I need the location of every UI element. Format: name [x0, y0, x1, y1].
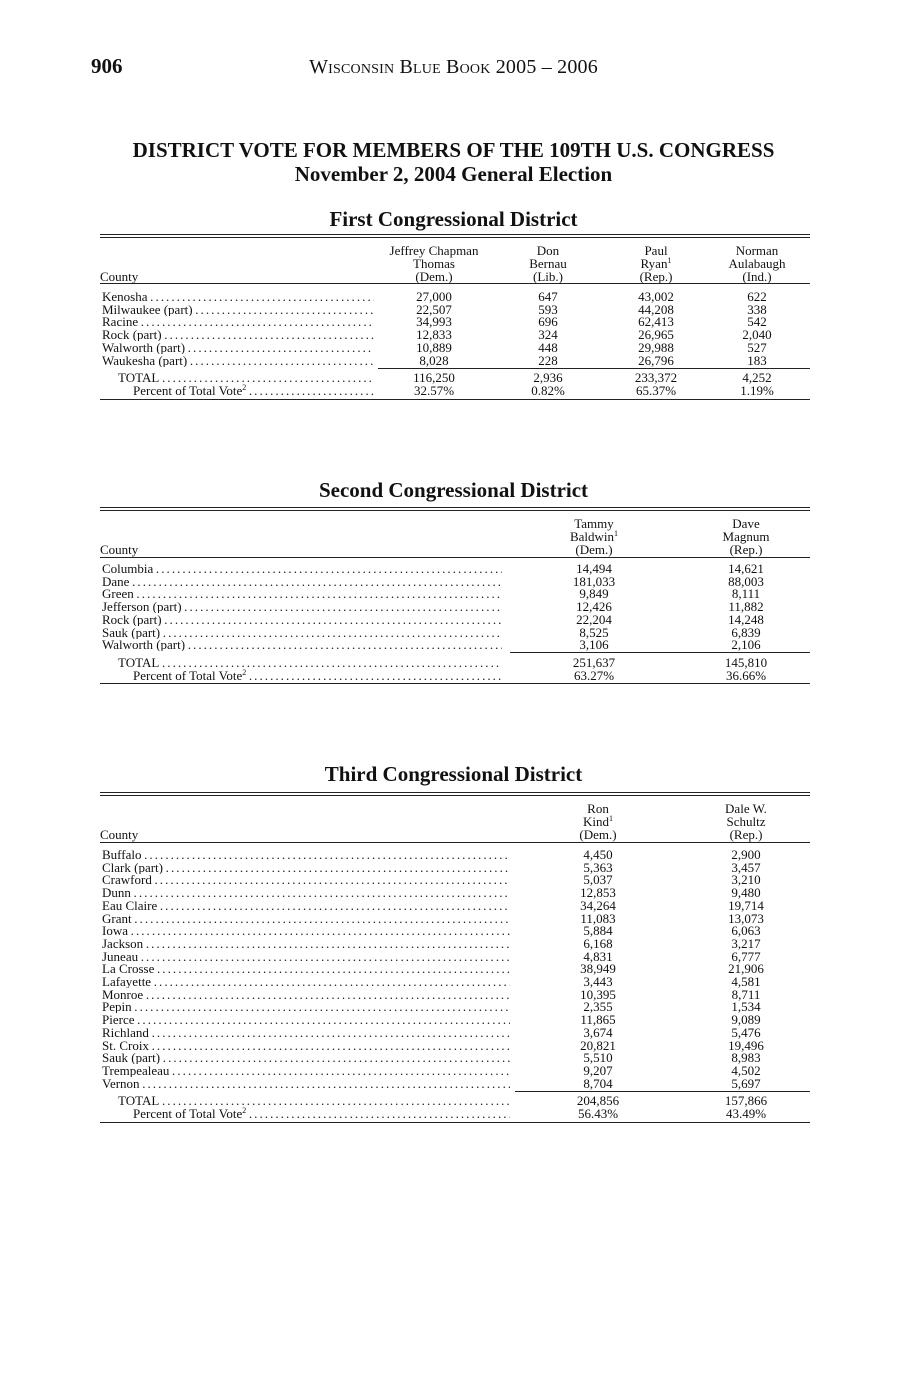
county-name: [102, 575, 502, 588]
vote-count: 27,000: [416, 289, 452, 304]
vote-count: 10,395: [580, 986, 616, 1002]
table-top-rule: [100, 507, 810, 508]
candidate-party: (Dem.): [415, 269, 453, 284]
vote-count: 622: [747, 289, 767, 304]
page-title: DISTRICT VOTE FOR MEMBERS OF THE 109TH U.S. CONGRESS: [132, 138, 775, 162]
table-top-rule-inner: [100, 510, 810, 511]
table-top-rule: [100, 234, 810, 235]
percent-value: 0.82%: [531, 382, 565, 398]
footnote-mark: 2: [242, 383, 247, 392]
county-label: Lafayette: [102, 975, 152, 988]
candidate-name-line1: Tammy: [574, 516, 614, 531]
vote-count: 62,413: [638, 314, 674, 330]
vote-count: 593: [538, 301, 558, 317]
table-bottom-rule: [100, 1122, 810, 1123]
percent-value: 1.19%: [740, 382, 774, 398]
vote-count: 8,525: [579, 624, 609, 640]
county-label: Clark (part): [102, 860, 164, 874]
total-text: TOTAL: [118, 655, 160, 669]
footnote-mark: 1: [667, 256, 672, 265]
vote-count: 14,621: [728, 561, 764, 576]
vote-count: 228: [538, 352, 558, 368]
county-label: Columbia: [102, 562, 154, 575]
total-label: [118, 1094, 510, 1107]
vote-count: 9,849: [579, 586, 609, 602]
total-votes: 4,252: [742, 370, 772, 386]
header-rule: [100, 842, 810, 843]
county-name: [102, 1064, 510, 1077]
vote-count: 19,496: [728, 1037, 764, 1053]
vote-count: 4,450: [583, 847, 613, 862]
county-label: Rock (part): [102, 612, 162, 626]
county-label: Grant: [102, 911, 132, 925]
county-label: Richland: [102, 1025, 149, 1039]
total-text: TOTAL: [118, 371, 160, 385]
vote-count: 11,882: [728, 599, 764, 615]
candidate-party: (Dem.): [579, 827, 617, 842]
candidate-name-line1: Don: [536, 243, 560, 258]
total-votes: 145,810: [724, 654, 768, 670]
percent-value: 63.27%: [573, 667, 615, 683]
vote-count: 19,714: [728, 897, 764, 913]
vote-count: 448: [538, 339, 558, 355]
candidate-surname: Ryan: [640, 256, 668, 271]
vote-count: 5,037: [583, 872, 613, 888]
percent-value: 65.37%: [635, 382, 677, 398]
county-column-header: County: [100, 542, 139, 557]
vote-count: 9,207: [583, 1062, 613, 1078]
county-name: [102, 1077, 510, 1090]
candidate-surname: Bernau: [529, 256, 567, 271]
county-name: [102, 962, 510, 975]
vote-count: 647: [538, 289, 558, 304]
percent-value: 43.49%: [725, 1106, 767, 1121]
county-name: [102, 1039, 510, 1052]
county-name: [102, 950, 510, 963]
vote-count: 12,853: [580, 885, 616, 901]
candidate-party: (Rep.): [729, 827, 763, 842]
vote-count: 1,534: [731, 999, 761, 1015]
vote-count: 3,106: [579, 637, 609, 653]
county-name: [102, 613, 502, 626]
percent-label: [133, 384, 374, 397]
vote-count: 34,993: [416, 314, 452, 330]
vote-count: 38,949: [580, 961, 616, 977]
percent-value: 32.57%: [413, 382, 455, 398]
vote-count: 542: [747, 314, 767, 330]
vote-count: 11,865: [580, 1012, 616, 1028]
vote-count: 22,204: [576, 611, 612, 627]
total-votes: 251,637: [572, 654, 616, 670]
county-name: [102, 354, 374, 367]
county-name: [102, 988, 510, 1001]
county-label: La Crosse: [102, 962, 155, 976]
county-label: Milwaukee (part): [102, 302, 193, 316]
county-name: [102, 912, 510, 925]
vote-count: 20,821: [580, 1037, 616, 1053]
county-name: [102, 303, 374, 316]
county-name: [102, 937, 510, 950]
candidate-party: (Dem.): [575, 542, 613, 557]
vote-count: 5,510: [583, 1050, 613, 1066]
vote-count: 9,089: [731, 1012, 761, 1028]
candidate-party: (Rep.): [639, 269, 673, 284]
vote-count: 5,697: [731, 1075, 761, 1091]
county-name: [102, 975, 510, 988]
vote-count: 183: [747, 352, 767, 368]
county-name: [102, 1026, 510, 1039]
vote-count: 696: [538, 314, 558, 330]
county-column-header: County: [100, 269, 139, 284]
county-name: [102, 341, 374, 354]
vote-count: 6,777: [731, 948, 761, 964]
county-name: [102, 600, 502, 613]
vote-count: 324: [538, 327, 558, 343]
vote-count: 88,003: [728, 573, 764, 589]
vote-count: 13,073: [728, 910, 764, 926]
vote-count: 14,248: [728, 611, 764, 627]
county-label: Jefferson (part): [102, 600, 182, 614]
vote-count: 5,884: [583, 923, 613, 939]
district-title: Second Congressional District: [318, 478, 589, 502]
footnote-mark: 1: [614, 529, 619, 538]
county-label: Monroe: [102, 987, 144, 1001]
total-votes: 116,250: [413, 370, 455, 386]
candidate-name-line1: Dale W.: [725, 801, 767, 816]
vote-count: 8,111: [731, 586, 761, 602]
vote-count: 26,965: [638, 327, 674, 343]
table-top-rule-inner: [100, 795, 810, 796]
candidate-surname: Schultz: [726, 814, 766, 829]
county-name: [102, 1051, 510, 1064]
county-name: [102, 1000, 510, 1013]
county-label: Walworth (part): [102, 638, 186, 652]
percent-value: 36.66%: [725, 667, 767, 683]
vote-count: 3,457: [731, 859, 761, 875]
county-label: Dunn: [102, 886, 131, 900]
percent-text: Percent of Total Vote$^2$: [133, 668, 247, 682]
vote-count: 8,028: [419, 352, 449, 368]
vote-count: 22,507: [416, 301, 452, 317]
vote-count: 3,674: [583, 1024, 613, 1040]
percent-label: [133, 1107, 510, 1120]
county-label: Walworth (part): [102, 340, 186, 354]
county-label: Buffalo: [102, 848, 142, 861]
county-name: [102, 1013, 510, 1026]
total-label: [118, 371, 374, 384]
vote-count: 3,210: [731, 872, 761, 888]
county-label: Sauk (part): [102, 625, 161, 639]
vote-count: 4,831: [583, 948, 613, 964]
district-title: Third Congressional District: [324, 762, 583, 786]
percent-text: Percent of Total Vote$^2$: [133, 1107, 247, 1120]
book-title: Wisconsin Blue Book 2005 – 2006: [309, 56, 598, 78]
total-votes: 157,866: [724, 1093, 768, 1109]
candidate-party: (Rep.): [729, 542, 763, 557]
vote-count: 8,711: [731, 986, 761, 1002]
county-label: Pepin: [102, 1000, 132, 1014]
vote-count: 3,217: [731, 935, 761, 951]
county-label: Pierce: [102, 1013, 135, 1027]
vote-count: 21,906: [728, 961, 764, 977]
county-name: [102, 290, 374, 303]
page-subtitle: November 2, 2004 General Election: [294, 162, 613, 186]
county-name: [102, 315, 374, 328]
total-text: TOTAL: [118, 1094, 160, 1108]
district-title: First Congressional District: [329, 207, 578, 231]
county-label: Vernon: [102, 1076, 140, 1090]
county-label: Crawford: [102, 873, 152, 887]
county-label: Dane: [102, 574, 130, 588]
candidate-name-line1: Paul: [644, 243, 668, 258]
footnote-mark: 2: [242, 668, 247, 677]
table-bottom-rule: [100, 683, 810, 684]
total-votes: 233,372: [634, 370, 678, 386]
vote-count: 2,106: [731, 637, 761, 653]
percent-label: [133, 669, 502, 682]
county-label: Trempealeau: [102, 1063, 170, 1077]
vote-count: 4,581: [731, 974, 761, 989]
county-name: [102, 562, 502, 575]
county-label: Sauk (part): [102, 1051, 161, 1065]
vote-count: 6,168: [583, 935, 613, 951]
county-label: St. Croix: [102, 1038, 149, 1052]
county-label: Rock (part): [102, 328, 162, 342]
county-name: [102, 328, 374, 341]
vote-count: 26,796: [638, 352, 674, 368]
county-name: [102, 924, 510, 937]
county-name: [102, 899, 510, 912]
vote-count: 3,443: [583, 974, 613, 989]
percent-text: Percent of Total Vote$^2$: [133, 383, 247, 397]
county-name: [102, 873, 510, 886]
county-name: [102, 861, 510, 874]
county-name: [102, 587, 502, 600]
vote-count: 29,988: [638, 339, 674, 355]
county-label: Kenosha: [102, 290, 148, 303]
total-votes: 2,936: [533, 370, 563, 386]
county-label: Waukesha (part): [102, 353, 188, 367]
county-label: Juneau: [102, 949, 139, 963]
county-name: [102, 626, 502, 639]
total-rule: [515, 1091, 810, 1092]
vote-count: 5,476: [731, 1024, 761, 1040]
vote-count: 12,426: [576, 599, 612, 615]
county-label: Jackson: [102, 936, 144, 950]
county-name: [102, 638, 502, 651]
candidate-name-line1: Norman: [735, 243, 779, 258]
total-rule: [510, 652, 810, 653]
candidate-surname: Baldwin: [569, 529, 615, 544]
footnote-mark: 2: [242, 1107, 247, 1115]
vote-count: 44,208: [638, 301, 674, 317]
vote-count: 2,040: [742, 327, 772, 343]
table-top-rule-inner: [100, 237, 810, 238]
vote-count: 14,494: [576, 561, 612, 576]
vote-count: 34,264: [580, 897, 616, 913]
vote-count: 2,355: [583, 999, 613, 1015]
county-label: Iowa: [102, 924, 128, 938]
county-name: [102, 848, 510, 861]
vote-count: 181,033: [572, 573, 616, 589]
vote-count: 4,502: [731, 1062, 761, 1078]
vote-count: 338: [747, 301, 767, 317]
table-bottom-rule: [100, 399, 810, 400]
vote-count: 8,704: [583, 1075, 613, 1091]
table-top-rule: [100, 792, 810, 793]
county-label: Eau Claire: [102, 898, 158, 912]
vote-count: 8,983: [731, 1050, 761, 1066]
vote-count: 10,889: [416, 339, 452, 355]
header-rule: [100, 283, 810, 284]
candidate-party: (Ind.): [742, 269, 772, 284]
county-label: Green: [102, 587, 134, 601]
footnote-mark: 1: [609, 814, 613, 823]
candidate-name-line1: Ron: [587, 801, 609, 816]
county-label: Racine: [102, 315, 139, 329]
candidate-surname: Aulabaugh: [728, 256, 786, 271]
total-votes: 204,856: [576, 1093, 620, 1109]
total-rule: [378, 368, 810, 369]
candidate-party: (Lib.): [533, 269, 563, 284]
county-name: [102, 886, 510, 899]
candidate-surname: Thomas: [413, 256, 455, 271]
total-label: [118, 656, 502, 669]
page-number: 906: [91, 54, 123, 78]
candidate-name-line1: Jeffrey Chapman: [389, 243, 479, 258]
candidate-surname: Magnum: [722, 529, 770, 544]
candidate-name-line1: Dave: [732, 516, 760, 531]
vote-count: 6,063: [731, 923, 761, 939]
candidate-surname: Kind: [583, 814, 609, 829]
vote-count: 43,002: [638, 289, 674, 304]
vote-count: 12,833: [416, 327, 452, 343]
vote-count: 5,363: [583, 859, 613, 875]
vote-count: 527: [747, 339, 767, 355]
vote-count: 11,083: [580, 910, 616, 926]
vote-count: 6,839: [731, 624, 761, 640]
header-rule: [100, 557, 810, 558]
county-column-header: County: [100, 827, 139, 842]
vote-count: 9,480: [731, 885, 761, 901]
vote-count: 2,900: [731, 847, 761, 862]
percent-value: 56.43%: [577, 1106, 619, 1121]
